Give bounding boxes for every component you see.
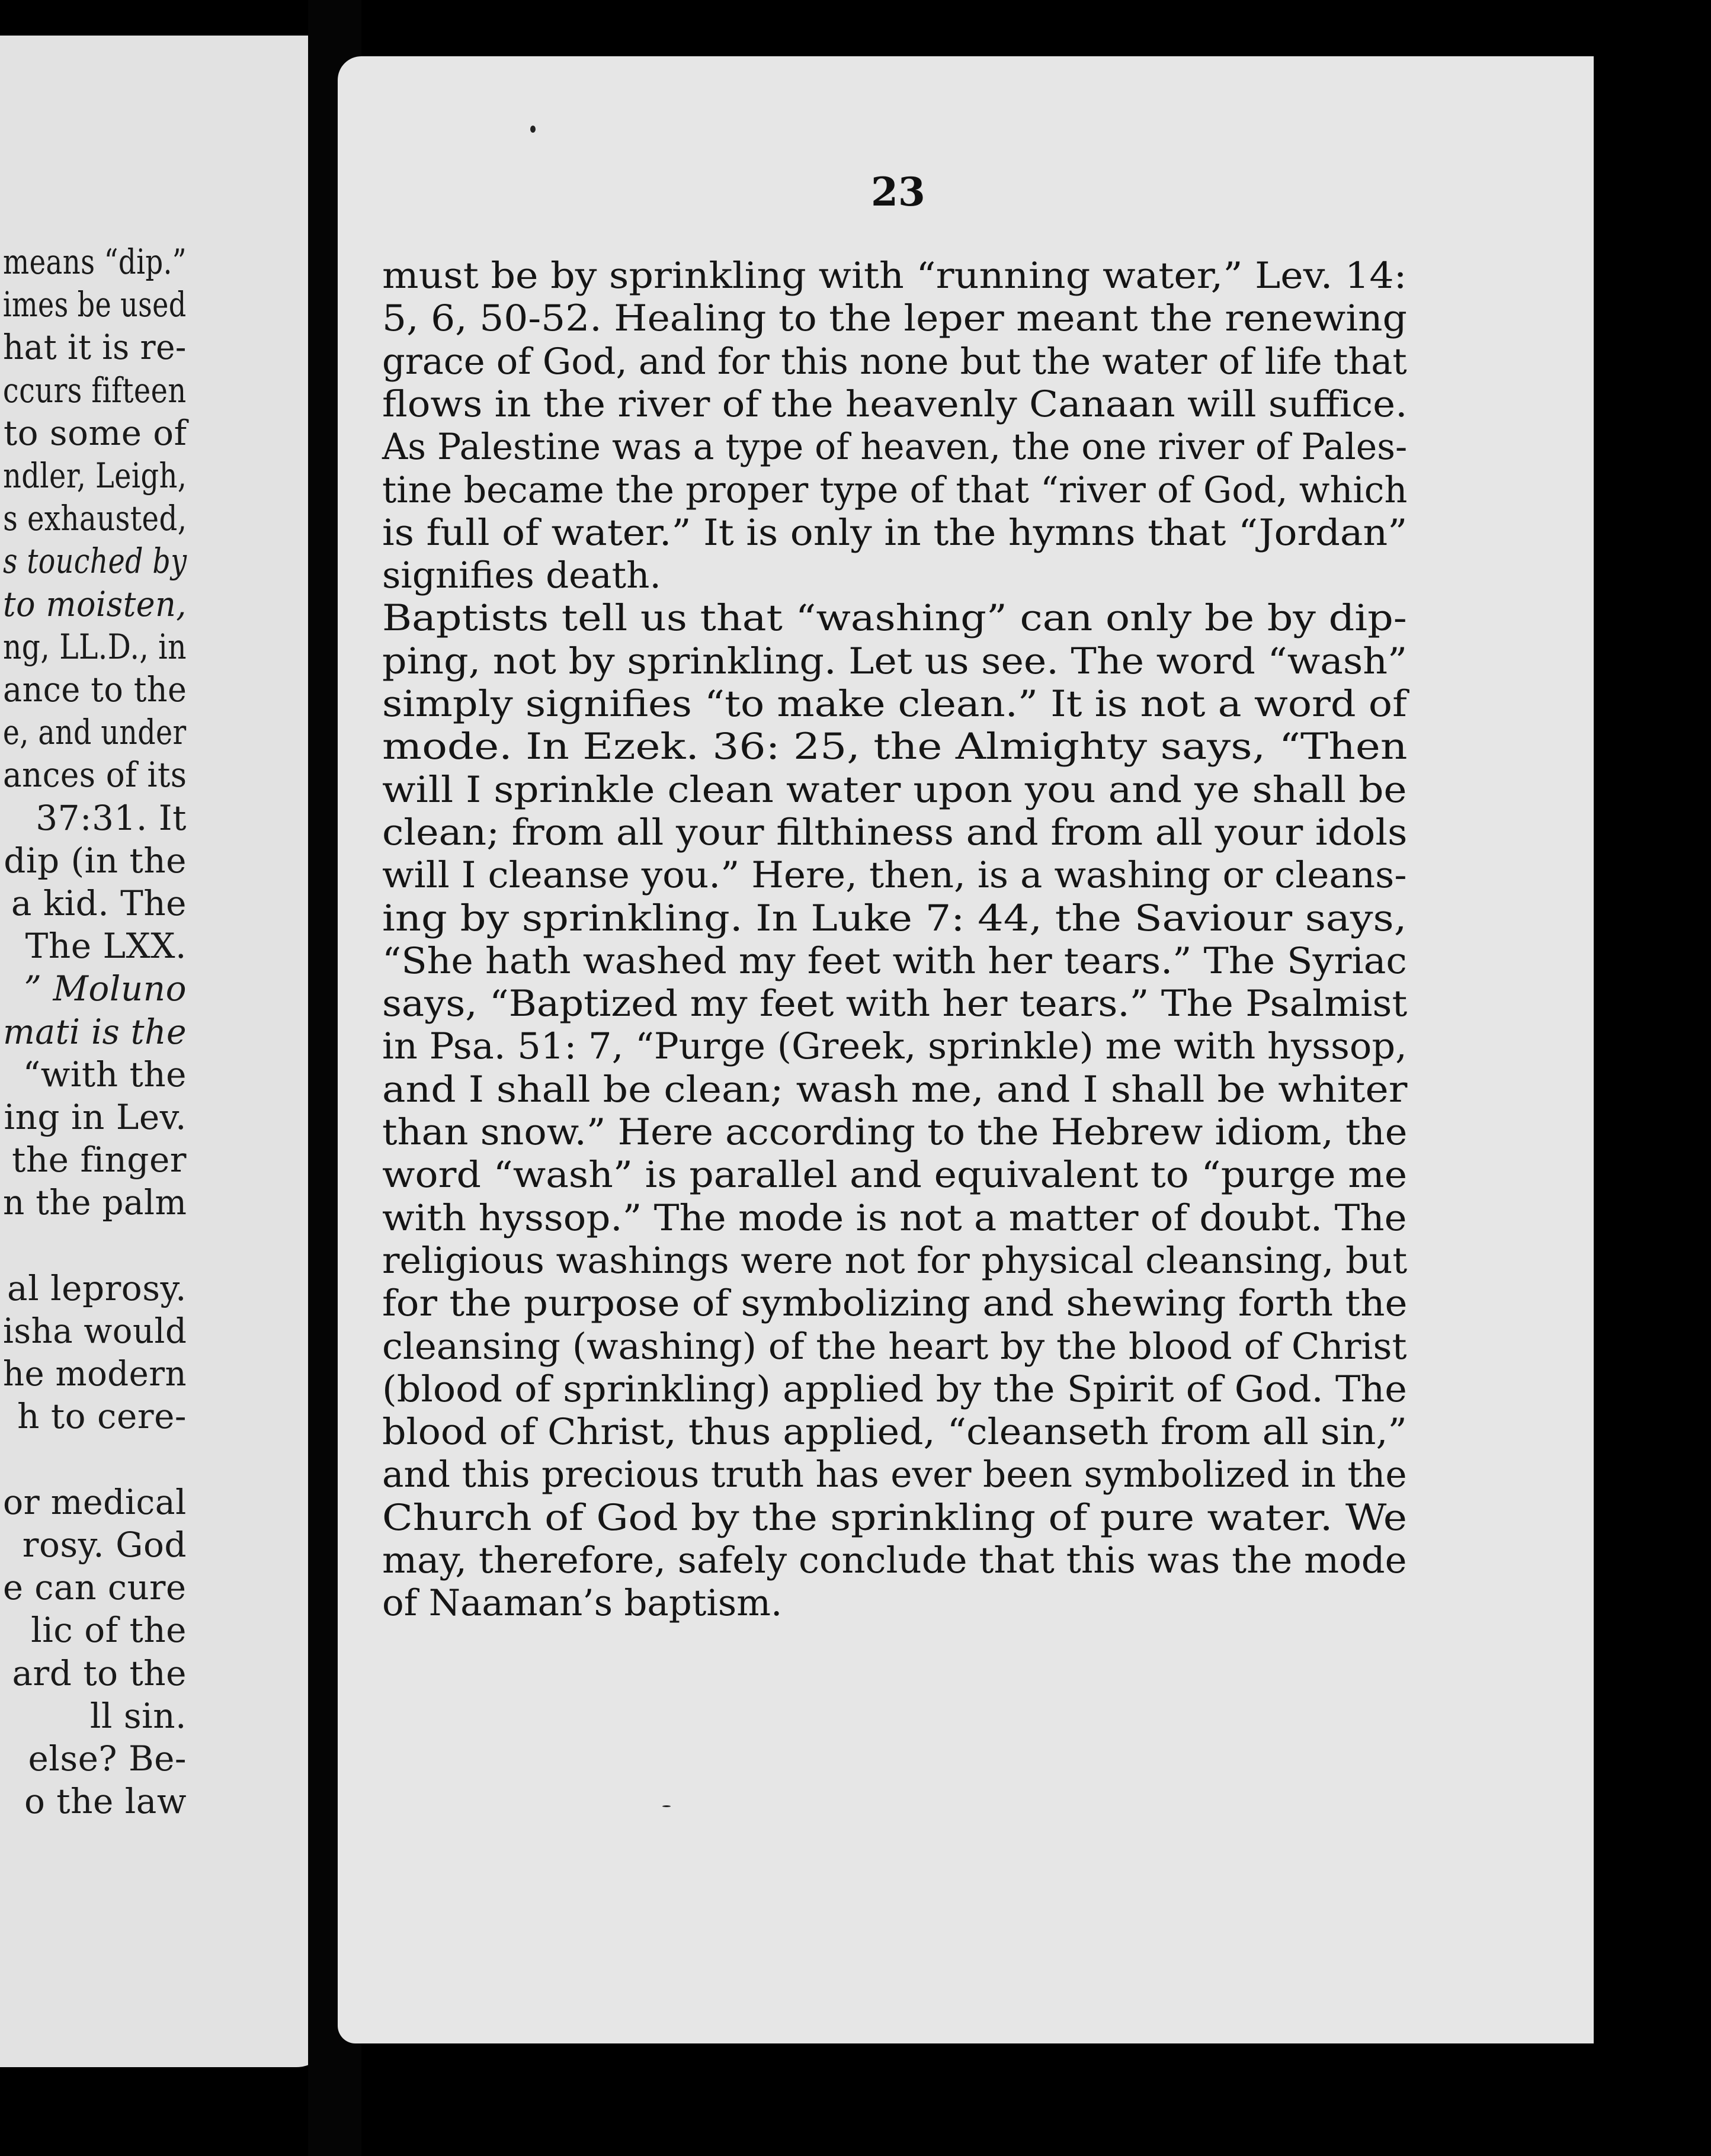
previous-page-line: The LXX.: [25, 926, 187, 967]
ink-speck: [530, 126, 536, 133]
ink-speck: [662, 1805, 671, 1807]
previous-page-line: o the law: [24, 1781, 187, 1822]
previous-page-line: hat it is re-: [3, 327, 187, 368]
body-line: flows in the river of the heavenly Canaan will suffice.: [382, 383, 1408, 425]
previous-page-line: to some of: [3, 412, 187, 453]
previous-page-line: n the palm: [2, 1182, 187, 1223]
body-line: than snow.” Here according to the Hebrew idiom, the: [382, 1111, 1408, 1153]
previous-page-line: a kid. The: [11, 883, 187, 923]
body-line: religious washings were not for physical cleansing, but: [382, 1239, 1408, 1282]
body-line: As Palestine was a type of heaven, the one river of Pales-: [382, 426, 1408, 469]
previous-page: [0, 36, 332, 2067]
body-line: will I cleanse you.” Here, then, is a washing or cleans-: [382, 854, 1407, 897]
body-line: Baptists tell us that “washing” can only be by dip-: [382, 597, 1407, 640]
previous-page-line: ance to the: [2, 669, 187, 710]
previous-page-line: ng, LL.D., in: [3, 626, 187, 667]
body-line: simply signifies “to make clean.” It is not a word of: [382, 683, 1407, 725]
body-line: of Naaman’s baptism.: [382, 1582, 783, 1625]
previous-page-line: s touched by: [2, 541, 187, 582]
body-line: ping, not by sprinkling. Let us see. The word “wash”: [382, 640, 1408, 682]
body-line: may, therefore, safely conclude that this was the mode: [382, 1539, 1407, 1581]
previous-page-line: isha would: [2, 1311, 187, 1351]
previous-page-line: ccurs fifteen: [3, 370, 187, 410]
body-line: says, “Baptized my feet with her tears.” The Psalmist: [382, 983, 1408, 1025]
body-line: mode. In Ezek. 36: 25, the Almighty says, “Then: [382, 726, 1408, 768]
previous-page-line: ndler, Leigh,: [2, 455, 187, 496]
previous-page-line: e, and under: [3, 712, 187, 753]
page-edge-shadow: [1594, 56, 1711, 2156]
body-line: Church of God by the sprinkling of pure water. We: [382, 1496, 1407, 1539]
previous-page-line: else? Be-: [28, 1738, 187, 1779]
previous-page-line: “with the: [23, 1054, 187, 1095]
body-line: grace of God, and for this none but the water of life that: [382, 340, 1407, 383]
previous-page-line: dip (in the: [4, 840, 187, 881]
previous-page-line: ” Moluno: [24, 968, 187, 1009]
previous-page-line: or medical: [3, 1481, 187, 1522]
previous-page-line: means “dip.”: [2, 242, 187, 282]
body-line: 5, 6, 50-52. Healing to the leper meant the renewing: [382, 297, 1407, 340]
previous-page-line: h to cere-: [17, 1396, 187, 1437]
body-line: ing by sprinkling. In Luke 7: 44, the Saviour says,: [382, 897, 1407, 939]
body-line: cleansing (washing) of the heart by the blood of Christ: [382, 1325, 1407, 1368]
previous-page-line: ll sin.: [89, 1695, 187, 1736]
body-line: blood of Christ, thus applied, “cleanseth from all sin,”: [382, 1411, 1407, 1454]
body-line: tine became the proper type of that “river of God, which: [382, 469, 1408, 511]
previous-page-line: to moisten,: [3, 583, 187, 624]
previous-page-line: rosy. God: [22, 1525, 187, 1565]
previous-page-line: the finger: [12, 1140, 187, 1180]
previous-page-line: e can cure: [3, 1567, 187, 1608]
previous-page-line: ard to the: [12, 1653, 187, 1693]
body-line: must be by sprinkling with “running water,” Lev. 14:: [382, 255, 1407, 297]
previous-page-line: al leprosy.: [7, 1268, 187, 1308]
page-number: 23: [871, 169, 925, 215]
previous-page-line: mati is the: [2, 1011, 187, 1052]
previous-page-line: lic of the: [31, 1610, 187, 1651]
body-line: for the purpose of symbolizing and shewing forth the: [382, 1282, 1408, 1325]
body-line: is full of water.” It is only in the hymns that “Jordan”: [382, 511, 1408, 554]
previous-page-line: ing in Lev.: [4, 1097, 187, 1137]
body-line: with hyssop.” The mode is not a matter of doubt. The: [382, 1196, 1407, 1239]
body-line: word “wash” is parallel and equivalent to “purge me: [382, 1154, 1408, 1196]
previous-page-line: he modern: [2, 1353, 187, 1394]
body-line: signifies death.: [382, 554, 661, 597]
body-line: and this precious truth has ever been symbolized in the: [382, 1454, 1407, 1496]
body-line: “She hath washed my feet with her tears.” The Syriac: [382, 939, 1407, 982]
previous-page-line: ances of its: [2, 755, 187, 795]
body-line: in Psa. 51: 7, “Purge (Greek, sprinkle) me with hyssop,: [382, 1025, 1407, 1068]
previous-page-line: imes be used: [3, 284, 187, 325]
body-line: and I shall be clean; wash me, and I shall be whiter: [382, 1068, 1408, 1111]
body-line: will I sprinkle clean water upon you and ye shall be: [382, 768, 1407, 811]
body-line: (blood of sprinkling) applied by the Spirit of God. The: [382, 1368, 1407, 1410]
previous-page-line: 37:31. It: [36, 797, 187, 838]
previous-page-line: s exhausted,: [2, 498, 187, 539]
body-line: clean; from all your filthiness and from all your idols: [382, 811, 1408, 854]
